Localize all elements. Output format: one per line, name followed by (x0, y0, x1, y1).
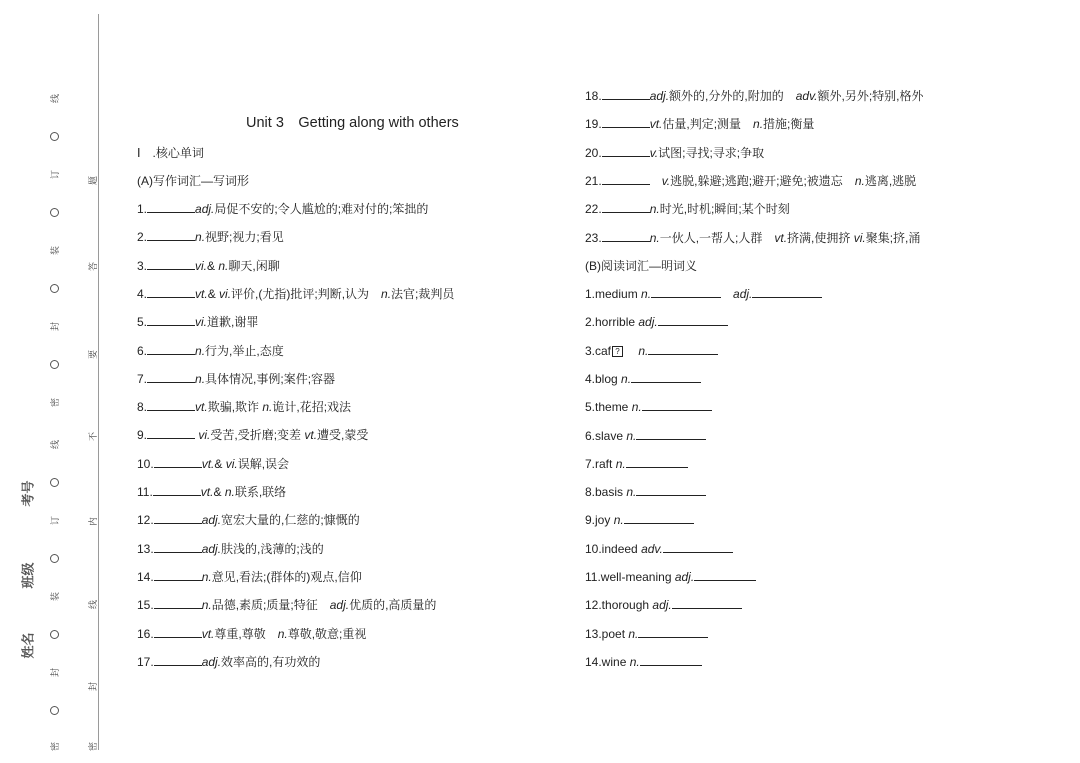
item-text: 肤浅的,浅薄的;浅的 (221, 541, 324, 556)
vocab-item-a (137, 456, 289, 472)
part-of-speech: vi. (195, 428, 211, 443)
item-text: 尊敬,敬意;重视 (287, 626, 367, 641)
vocab-item-b (585, 286, 822, 302)
part-of-speech: n. (195, 230, 206, 245)
answer-blank[interactable] (602, 173, 650, 185)
item-text: 13.poet (585, 626, 629, 641)
part-of-speech: vi. (219, 286, 232, 301)
vocab-item-a (137, 201, 428, 217)
margin-char: 订 (50, 169, 61, 180)
item-text: 7.raft (585, 456, 616, 471)
answer-blank[interactable] (602, 116, 650, 128)
item-text: 6.slave (585, 428, 627, 443)
item-number: 8. (137, 400, 148, 415)
answer-blank[interactable] (153, 484, 201, 496)
part-of-speech: adv. (795, 89, 818, 103)
item-text: 额外,另外;特别,格外 (817, 89, 924, 103)
answer-blank[interactable] (154, 569, 202, 581)
item-text: 12.thorough (585, 598, 653, 613)
item-text: & (213, 485, 225, 499)
answer-blank[interactable] (154, 597, 202, 609)
part-of-speech: n. (262, 400, 273, 415)
part-of-speech: n. (224, 485, 235, 499)
margin-char: 装 (50, 245, 61, 256)
item-number: 2. (137, 230, 148, 245)
item-text: 受苦,受折磨;变差 (210, 428, 305, 443)
vocab-item-a (137, 541, 324, 557)
item-text: 措施;衡量 (763, 117, 815, 132)
item-number: 21. (585, 173, 602, 188)
item-text: 1.medium (585, 287, 642, 301)
part-of-speech: adj. (201, 541, 222, 556)
item-text: 意见,看法;(群体的)观点,信仰 (211, 569, 362, 584)
margin-char: 密 (50, 397, 61, 408)
part-of-speech: n. (628, 626, 639, 641)
vocab-item-a (137, 569, 362, 585)
margin-char: 封 (88, 681, 99, 692)
margin-char: 封 (50, 667, 61, 678)
answer-blank[interactable] (638, 626, 708, 638)
item-number: 12. (137, 513, 154, 528)
item-text: & (214, 456, 226, 471)
vocab-item-a (137, 229, 284, 245)
item-text: 局促不安的;令人尴尬的;难对付的;笨拙的 (214, 202, 429, 216)
part-of-speech: n. (613, 513, 624, 528)
part-of-speech: vt. (201, 626, 215, 641)
part-of-speech: n. (626, 428, 637, 443)
part-of-speech: vt. (649, 117, 663, 132)
item-text: 3.caf (585, 343, 612, 358)
part-a-heading: (A)写作词汇—写词形 (137, 174, 249, 188)
part-of-speech: adj. (638, 315, 658, 330)
answer-blank[interactable] (154, 626, 202, 638)
item-text: 宽宏大量的,仁慈的;慷慨的 (221, 513, 360, 528)
missing-glyph-icon: ? (612, 346, 623, 357)
item-number: 11. (137, 485, 153, 499)
part-of-speech: vi. (225, 456, 238, 471)
vocab-item-a (585, 201, 790, 217)
item-number: 18. (585, 89, 602, 103)
item-number: 7. (137, 371, 148, 386)
part-of-speech: n. (195, 343, 206, 358)
answer-blank[interactable] (640, 654, 702, 666)
vocab-item-b (585, 314, 728, 330)
answer-blank[interactable] (602, 230, 650, 242)
answer-blank[interactable] (642, 399, 712, 411)
margin-char: 线 (50, 439, 61, 450)
class-label: 班级 (20, 562, 36, 589)
item-number: 9. (137, 428, 148, 443)
vocab-item-a (137, 314, 258, 330)
item-number: 19. (585, 117, 602, 132)
item-text: 评价,(尤指)批评;判断,认为 (231, 286, 382, 301)
exam-number-label: 考号 (20, 480, 36, 507)
item-text: 10.indeed (585, 541, 642, 556)
item-text: 额外的,分外的,附加的 (669, 89, 796, 103)
answer-blank[interactable] (154, 512, 202, 524)
vocab-item-b (585, 512, 694, 528)
part-b-heading: (B)阅读词汇—明词义 (585, 259, 697, 273)
item-text: 具体情况,事例;案件;容器 (205, 371, 336, 386)
item-text: 9.joy (585, 513, 614, 528)
item-text: 5.theme (585, 400, 632, 415)
item-text: 一伙人,一帮人;人群 (659, 230, 775, 245)
part-of-speech: n. (201, 598, 212, 613)
part-of-speech: v. (649, 145, 659, 160)
part-of-speech: n. (649, 230, 660, 245)
part-of-speech: vi. (195, 315, 208, 330)
section-heading: Ⅰ .核心单词 (137, 146, 204, 160)
margin-char: 内 (88, 516, 99, 527)
part-of-speech: vt. (200, 485, 214, 499)
part-of-speech: n. (649, 202, 660, 217)
margin-char: 线 (88, 599, 99, 610)
name-label: 姓名 (20, 632, 36, 659)
answer-blank[interactable] (147, 286, 195, 298)
margin-char: 装 (50, 591, 61, 602)
binding-hole-icon (50, 554, 59, 563)
part-of-speech: n. (195, 371, 206, 386)
part-of-speech: vt. (195, 286, 208, 301)
item-number: 22. (585, 202, 602, 217)
part-of-speech: v. (649, 173, 671, 188)
item-number: 13. (137, 541, 154, 556)
part-of-speech: adj. (329, 598, 350, 613)
vocab-item-a (585, 173, 916, 189)
binding-hole-icon (50, 284, 59, 293)
vocab-item-a (137, 654, 320, 670)
part-of-speech: adj. (721, 287, 753, 301)
vocab-item-a (137, 427, 368, 443)
margin-char: 密 (88, 741, 99, 752)
part-of-speech: n. (621, 371, 632, 386)
vocab-item-a (137, 597, 436, 613)
item-text: 聚集;挤,涌 (865, 230, 921, 245)
margin-char: 线 (50, 93, 61, 104)
part-of-speech: vt. (774, 230, 788, 245)
part-of-speech: n. (641, 287, 652, 301)
item-text: 遭受,蒙受 (317, 428, 369, 443)
answer-blank[interactable] (147, 399, 195, 411)
vocab-item-a (137, 626, 366, 642)
part-of-speech: n. (753, 117, 764, 132)
vocab-item-b (585, 456, 688, 472)
vocab-item-a (137, 371, 335, 387)
item-text: 8.basis (585, 485, 627, 500)
part-of-speech: vt. (195, 400, 208, 415)
item-text: 时光,时机;瞬间;某个时刻 (659, 202, 790, 217)
item-text: 诡计,花招;戏法 (272, 400, 352, 415)
vocab-item-b (585, 371, 701, 387)
part-of-speech: adj. (201, 654, 222, 669)
item-text: & (207, 258, 219, 273)
margin-char: 题 (88, 175, 99, 186)
item-text: 法官;裁判员 (391, 286, 455, 301)
part-of-speech: n. (854, 173, 865, 188)
part-of-speech: adj. (674, 570, 695, 584)
item-number: 4. (137, 286, 148, 301)
binding-hole-icon (50, 630, 59, 639)
part-of-speech: n. (626, 485, 637, 500)
answer-blank[interactable] (147, 258, 195, 270)
answer-blank[interactable] (602, 201, 650, 213)
item-text: 联系,联络 (234, 485, 287, 499)
part-of-speech: n. (381, 286, 392, 301)
answer-blank[interactable] (663, 541, 733, 553)
part-of-speech: adj. (652, 598, 672, 613)
item-text: 试图;寻找;寻求;争取 (658, 145, 765, 160)
item-text: 道歉,谢罪 (207, 315, 259, 330)
margin-char: 答 (88, 261, 99, 272)
answer-blank[interactable] (147, 229, 195, 241)
margin-char: 密 (50, 741, 61, 752)
answer-blank[interactable] (651, 286, 721, 298)
vocab-item-a (585, 145, 764, 161)
answer-blank[interactable] (154, 541, 202, 553)
binding-hole-icon (50, 132, 59, 141)
part-of-speech: n. (615, 456, 626, 471)
vocab-item-b (585, 399, 712, 415)
item-number: 15. (137, 598, 154, 613)
vocab-item-b (585, 428, 706, 444)
item-number: 17. (137, 654, 154, 669)
item-text: 4.blog (585, 371, 622, 386)
answer-blank[interactable] (624, 512, 694, 524)
answer-blank[interactable] (154, 654, 202, 666)
margin-char: 封 (50, 321, 61, 332)
binding-hole-icon (50, 478, 59, 487)
item-text: 品德,素质;质量;特征 (211, 598, 330, 613)
item-number: 14. (137, 569, 154, 584)
item-text: 2.horrible (585, 315, 639, 330)
binding-hole-icon (50, 360, 59, 369)
answer-blank[interactable] (636, 428, 706, 440)
answer-blank[interactable] (631, 371, 701, 383)
vocab-item-a (137, 512, 360, 528)
answer-blank[interactable] (626, 456, 688, 468)
item-text: 11.well-meaning (585, 570, 675, 584)
page-title: Unit 3 Getting along with others (246, 115, 459, 131)
item-number: 10. (137, 456, 154, 471)
item-number: 16. (137, 626, 154, 641)
item-number: 5. (137, 315, 148, 330)
vocab-item-b (585, 541, 733, 557)
answer-blank[interactable] (147, 201, 195, 213)
binding-fold-line (98, 14, 99, 750)
item-text (623, 344, 638, 358)
vocab-item-a (585, 230, 920, 246)
item-text: 估量,判定;测量 (662, 117, 754, 132)
margin-char: 订 (50, 515, 61, 526)
binding-hole-icon (50, 706, 59, 715)
item-number: 6. (137, 343, 148, 358)
answer-blank[interactable] (147, 343, 195, 355)
answer-blank[interactable] (752, 286, 822, 298)
part-of-speech: adj. (201, 513, 222, 528)
part-of-speech: vi. (853, 230, 866, 245)
item-text: 聊天,闲聊 (228, 258, 280, 273)
part-of-speech: n. (629, 654, 640, 669)
part-of-speech: n. (631, 400, 642, 415)
item-text: 视野;视力;看见 (205, 230, 284, 245)
part-of-speech: vt. (304, 428, 318, 443)
item-number: 20. (585, 145, 602, 160)
answer-blank[interactable] (636, 484, 706, 496)
answer-blank[interactable] (147, 371, 195, 383)
part-of-speech: n. (201, 569, 212, 584)
binding-margin (0, 0, 100, 763)
item-text: 尊重,尊敬 (214, 626, 278, 641)
item-text: 逃脱,躲避;逃跑;避开;避免;被遗忘 (670, 173, 855, 188)
part-of-speech: n. (638, 343, 649, 358)
item-text: 逃离,逃脱 (864, 173, 917, 188)
margin-char: 不 (88, 431, 99, 442)
item-text: 优质的,高质量的 (349, 598, 437, 613)
item-text: 挤满,使拥挤 (787, 230, 854, 245)
vocab-item-b (585, 654, 702, 670)
answer-blank[interactable] (602, 88, 650, 100)
vocab-item-b (585, 626, 708, 642)
part-of-speech: vi. (195, 258, 208, 273)
part-of-speech: adj. (649, 89, 670, 103)
item-text: 误解,误会 (237, 456, 290, 471)
vocab-item-a (137, 343, 284, 359)
item-number: 3. (137, 258, 148, 273)
answer-blank[interactable] (672, 597, 742, 609)
part-of-speech: vt. (201, 456, 215, 471)
part-of-speech: n. (277, 626, 288, 641)
binding-hole-icon (50, 208, 59, 217)
vocab-item-a (137, 484, 286, 500)
vocab-item-b (585, 484, 706, 500)
answer-blank[interactable] (147, 314, 195, 326)
answer-blank[interactable] (154, 456, 202, 468)
vocab-item-b (585, 569, 756, 585)
item-text: 行为,举止,态度 (205, 343, 284, 358)
answer-blank[interactable] (648, 343, 718, 355)
item-text: 效率高的,有功效的 (221, 654, 321, 669)
vocab-item-a (585, 88, 924, 104)
item-number: 23. (585, 230, 602, 245)
answer-blank[interactable] (602, 145, 650, 157)
vocab-item-b (585, 597, 742, 613)
part-of-speech: adv. (641, 541, 663, 556)
part-of-speech: n. (218, 258, 229, 273)
item-text: & (207, 286, 220, 301)
answer-blank[interactable] (658, 314, 728, 326)
vocab-item-a (137, 258, 280, 274)
vocab-item-a (585, 116, 814, 132)
answer-blank[interactable] (147, 427, 195, 439)
part-of-speech: adj. (195, 202, 215, 216)
vocab-item-a (137, 286, 454, 302)
item-text: 14.wine (585, 654, 630, 669)
vocab-item-b (585, 343, 718, 359)
vocab-item-a (137, 399, 351, 415)
item-number: 1. (137, 202, 148, 216)
margin-char: 要 (88, 349, 99, 360)
item-text: 欺骗,欺诈 (207, 400, 263, 415)
answer-blank[interactable] (694, 569, 756, 581)
